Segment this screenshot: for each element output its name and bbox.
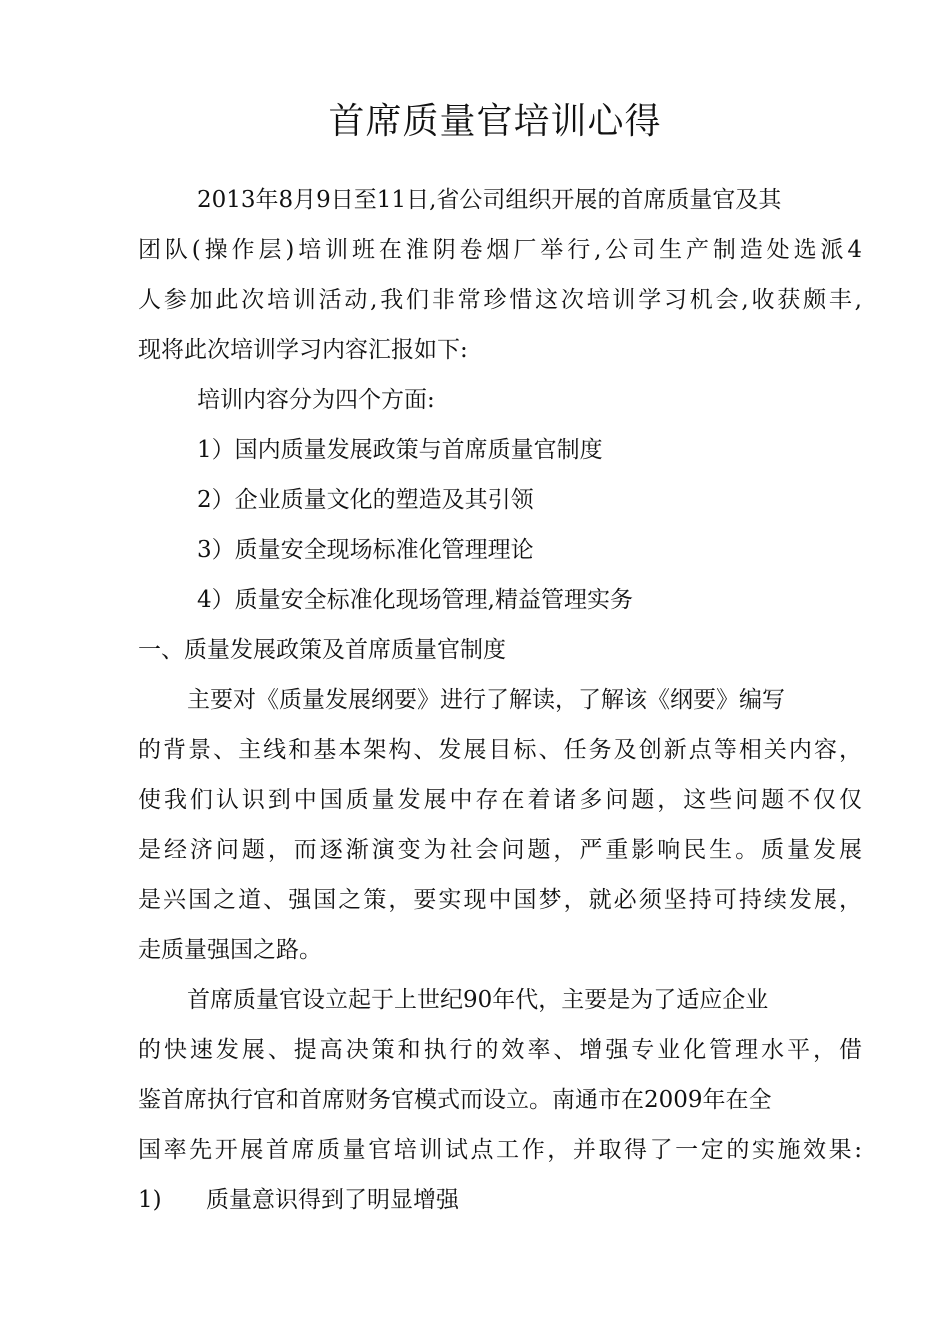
section-intro: 培训内容分为四个方面:: [197, 387, 435, 413]
list-item: [138, 1184, 459, 1216]
list-item-text: 质量意识得到了明显增强: [206, 1187, 459, 1213]
section-heading: 一、质量发展政策及首席质量官制度: [138, 637, 506, 663]
document-title: 首席质量官培训心得: [328, 101, 662, 142]
paragraph-line: 首席质量官设立起于上世纪90年代，主要是为了适应企业: [187, 987, 769, 1013]
paragraph-line: 走质量强国之路。: [138, 937, 322, 963]
paragraph-line: 主要对《质量发展纲要》进行了解读，了解该《纲要》编写: [187, 687, 785, 713]
paragraph-line: 是兴国之道、强国之策，要实现中国梦，就必须坚持可持续发展，: [138, 887, 862, 913]
outline-item: 4）质量安全标准化现场管理,精益管理实务: [197, 587, 633, 613]
outline-item: 3）质量安全现场标准化管理理论: [197, 537, 534, 563]
paragraph-line: 使我们认识到中国质量发展中存在着诸多问题，这些问题不仅仅: [138, 787, 862, 813]
paragraph-line: 鉴首席执行官和首席财务官模式而设立。南通市在2009年在全: [138, 1087, 772, 1113]
paragraph-line: 2013年8月9日至11日,省公司组织开展的首席质量官及其: [197, 187, 782, 213]
paragraph-line: 现将此次培训学习内容汇报如下:: [138, 337, 468, 363]
outline-item: 1）国内质量发展政策与首席质量官制度: [197, 437, 603, 463]
paragraph-line: 国率先开展首席质量官培训试点工作，并取得了一定的实施效果:: [138, 1137, 862, 1163]
paragraph-line: 是经济问题，而逐渐演变为社会问题，严重影响民生。质量发展: [138, 837, 862, 863]
outline-item: 2）企业质量文化的塑造及其引领: [197, 487, 534, 513]
paragraph-line: 人参加此次培训活动,我们非常珍惜这次培训学习机会,收获颇丰,: [138, 287, 862, 313]
paragraph-line: 的背景、主线和基本架构、发展目标、任务及创新点等相关内容，: [138, 737, 862, 763]
paragraph-line: 的快速发展、提高决策和执行的效率、增强专业化管理水平，借: [138, 1037, 862, 1063]
list-marker: 1): [138, 1187, 162, 1213]
paragraph-line: 团队(操作层)培训班在淮阴卷烟厂举行,公司生产制造处选派4: [138, 237, 862, 263]
